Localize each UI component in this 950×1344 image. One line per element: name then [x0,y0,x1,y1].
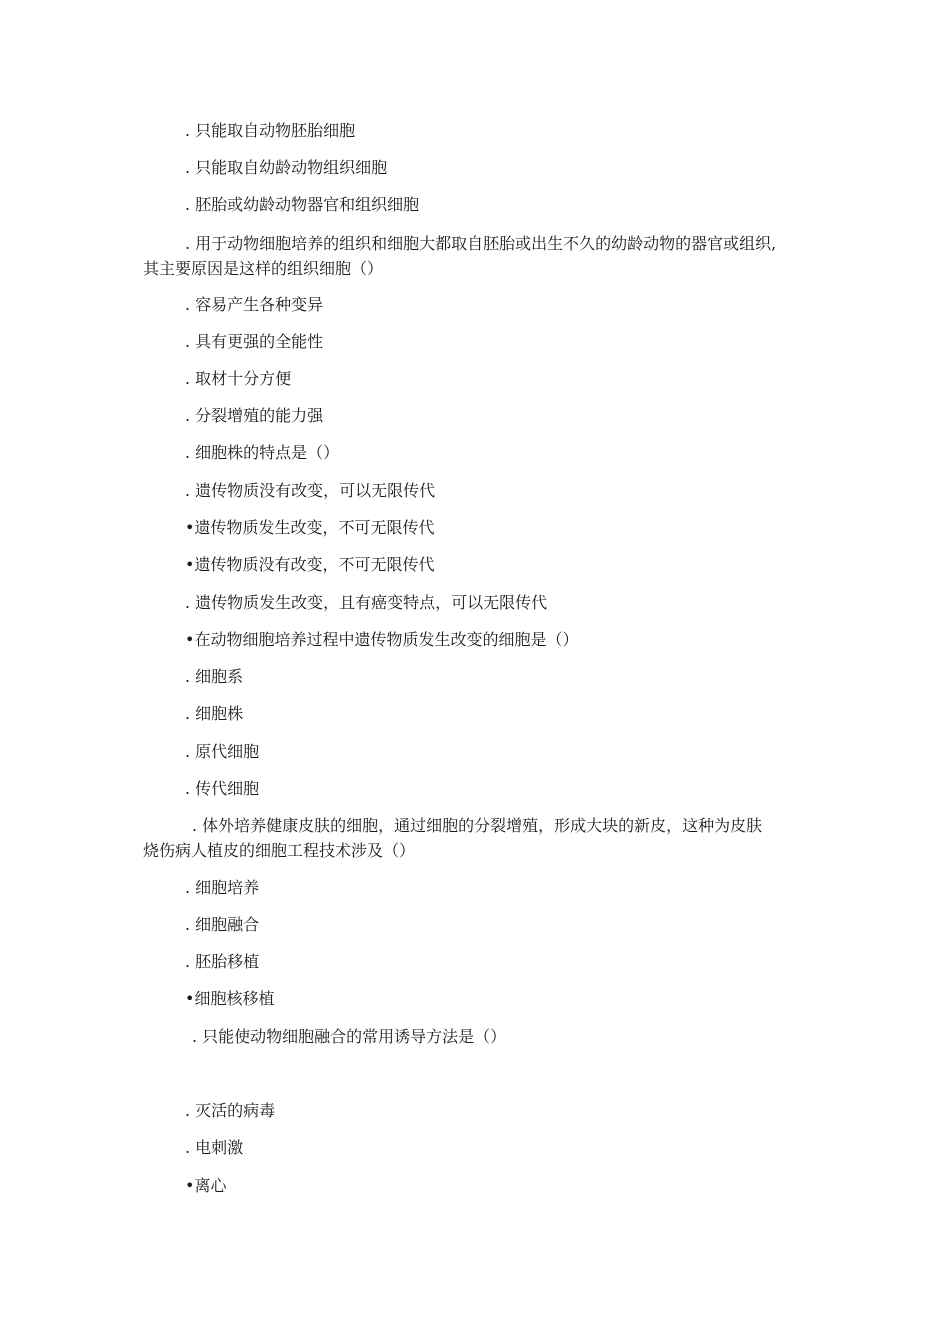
option-line: . 只能取自动物胚胎细胞 [185,121,356,140]
option-line: •离心 [185,1176,227,1195]
option-line: . 细胞培养 [185,878,260,897]
option-line: . 电刺激 [185,1138,244,1157]
question-line: . 细胞株的特点是（） [185,443,340,462]
option-line: . 遗传物质没有改变，可以无限传代 [185,481,436,500]
option-line: . 胚胎或幼龄动物器官和组织细胞 [185,195,420,214]
option-line: •细胞核移植 [185,989,275,1008]
option-line: . 取材十分方便 [185,369,292,388]
option-line: . 传代细胞 [185,779,260,798]
option-line: . 具有更强的全能性 [185,332,324,351]
option-line: . 只能取自幼龄动物组织细胞 [185,158,388,177]
question-line: . 体外培养健康皮肤的细胞，通过细胞的分裂增殖，形成大块的新皮，这种为皮肤 [192,816,763,835]
option-line: •遗传物质没有改变，不可无限传代 [185,555,435,574]
option-line: . 胚胎移植 [185,952,260,971]
option-line: . 原代细胞 [185,742,260,761]
question-line: •在动物细胞培养过程中遗传物质发生改变的细胞是（） [185,630,579,649]
option-line: . 遗传物质发生改变，且有癌变特点，可以无限传代 [185,593,548,612]
option-line: . 分裂增殖的能力强 [185,406,324,425]
option-line: . 容易产生各种变异 [185,295,324,314]
option-line: . 细胞系 [185,667,244,686]
option-line: . 细胞融合 [185,915,260,934]
question-line-continued: 其主要原因是这样的组织细胞（） [143,259,384,278]
option-line: . 细胞株 [185,704,244,723]
question-line: . 只能使动物细胞融合的常用诱导方法是（） [192,1027,507,1046]
option-line: •遗传物质发生改变，不可无限传代 [185,518,435,537]
option-line: . 灭活的病毒 [185,1101,276,1120]
question-line-continued: 烧伤病人植皮的细胞工程技术涉及（） [143,841,416,860]
question-line: . 用于动物细胞培养的组织和细胞大都取自胚胎或出生不久的幼龄动物的器官或组织, [185,234,777,253]
